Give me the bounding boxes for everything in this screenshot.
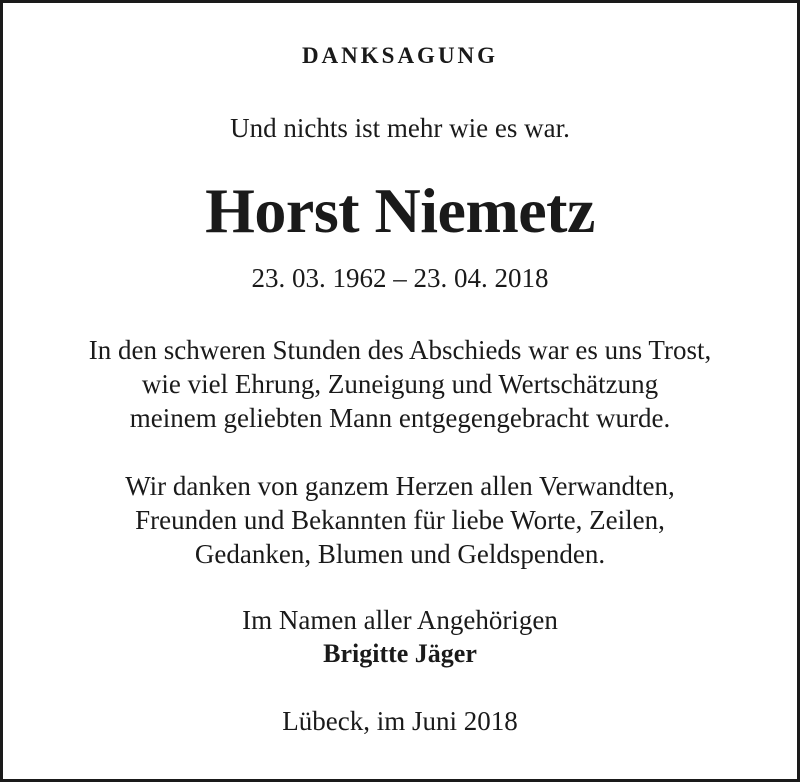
life-dates: 23. 03. 1962 – 23. 04. 2018 <box>251 263 549 293</box>
gratitude-paragraph-1 <box>3 333 797 435</box>
notice-subtitle: Und nichts ist mehr wie es war. <box>230 113 570 143</box>
paragraph-line: meinem geliebten Mann entgegengebracht wurde. <box>129 403 671 433</box>
on-behalf-line: Im Namen aller Angehörigen <box>242 605 558 635</box>
deceased-name: Horst Niemetz <box>205 175 595 246</box>
notice-heading: DANKSAGUNG <box>301 43 499 68</box>
signer-name: Brigitte Jäger <box>323 639 477 668</box>
paragraph-line: Wir danken von ganzem Herzen allen Verwandten, <box>125 471 675 501</box>
place-and-date: Lübeck, im Juni 2018 <box>282 706 518 736</box>
gratitude-paragraph-2 <box>3 469 797 571</box>
paragraph-line: In den schweren Stunden des Abschieds war es uns Trost, <box>88 335 712 365</box>
paragraph-line: Gedanken, Blumen und Geldspenden. <box>194 539 606 569</box>
paragraph-line: Freunden und Bekannten für liebe Worte, Zeilen, <box>135 505 665 535</box>
paragraph-line: wie viel Ehrung, Zuneigung und Wertschätzung <box>141 369 659 399</box>
